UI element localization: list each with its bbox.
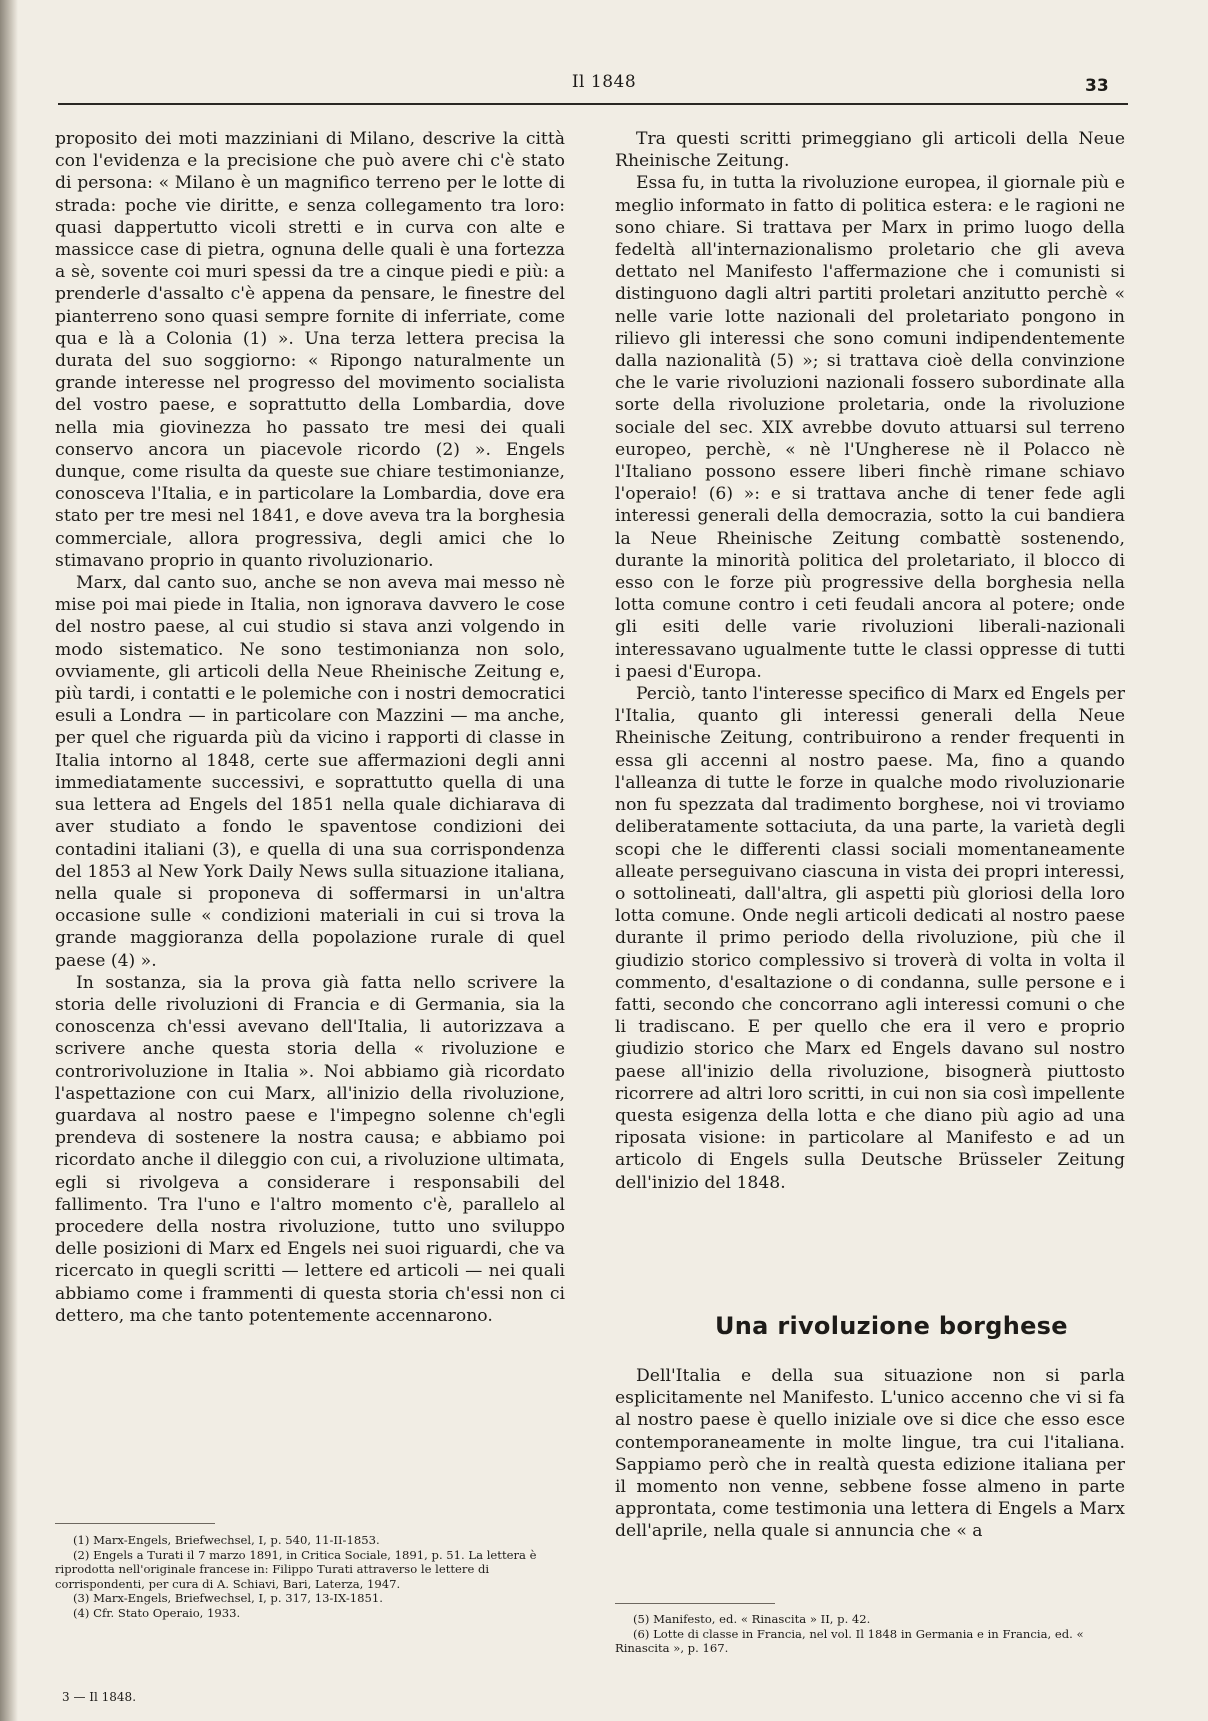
left-paragraph-1: proposito dei moti mazziniani di Milano, descrive la città con l'evidenza e la precisione che può avere chi c'è stato di persona: « Milano è un magnifico terreno per le lotte di strada: poche vie diritte, e senza collegamento tra loro: quasi dappertutto vicoli stretti e in curva con alte e massicce case di pietra, ognuna delle quali è una fortezza a sè, sovente coi muri spessi da tre a cinque piedi e più: a prenderle d'assalto c'è appena da pensare, le finestre del pianterreno sono quasi sempre fornite di inferriate, come qua e là a Colonia (1) ». Una terza lettera precisa la durata del suo soggiorno: « Ripongo naturalmente un grande interesse nel progresso del movimento socialista del vostro paese, e soprattutto della Lombardia, dove nella mia giovinezza ho passato tre mesi dei quali conservo ancora un piacevole ricordo (2) ». Engels dunque, come risulta da queste sue chiare testimonianze, conosceva l'Italia, e in particolare la Lombardia, dove era stato per tre mesi nel 1841, e dove aveva tra la borghesia commerciale, allora progressiva, degli amici che lo stimavano proprio in quanto rivoluzionario. <box>55 129 565 571</box>
right-paragraph-3: Perciò, tanto l'interesse specifico di Marx ed Engels per l'Italia, quanto gli interessi generali della Neue Rheinische Zeitung, contribuirono a render frequenti in essa gli accenni al nostro paese. Ma, fino a quando l'alleanza di tutte le forze in qualche modo rivoluzionarie non fu spezzata dal tradimento borghese, noi vi troviamo deliberatamente sottaciuta, da una parte, la varietà degli scopi che le differenti classi sociali momentaneamente alleate perseguivano ciascuna in vista dei propri interessi, o sottolineati, dall'altra, gli aspetti più gloriosi della loro lotta comune. Onde negli articoli dedicati al nostro paese durante il primo periodo della rivoluzione, più che il giudizio storico complessivo si troverà di volta in volta il commento, d'esaltazione o di condanna, sulle persone e i fatti, secondo che concorrano agli interessi comuni o che li tradiscano. E per quello che era il vero e proprio giudizio storico che Marx ed Engels davano sul nostro paese all'inizio della rivoluzione, bisognerà piuttosto ricorrere ad altri loro scritti, in cui non sia così impellente questa esigenza della lotta e che diano più agio ad una riposata visione: in particolare al Manifesto e ad un articolo di Engels sulla Deutsche Brüsseler Zeitung dell'inizio del 1848. <box>615 684 1125 1193</box>
right-footnotes <box>615 1612 1125 1656</box>
footnote-4: (4) Cfr. Stato Operaio, 1933. <box>73 1605 241 1620</box>
left-footnote-rule <box>55 1523 215 1524</box>
right-paragraph-1: Tra questi scritti primeggiano gli articoli della Neue Rheinische Zeitung. <box>615 129 1125 172</box>
right-paragraph-2: Essa fu, in tutta la rivoluzione europea, il giornale più e meglio informato in fatto di politica estera: e le ragioni ne sono chiare. Si trattava per Marx in primo luogo della fedeltà all'internazionalismo proletario che gli aveva dettato nel Manifesto l'affermazione che i comunisti si distinguono dagli altri partiti proletari anzitutto perchè « nelle varie lotte nazionali del proletariato pongono in rilievo gli interessi che sono comuni indipendentemente dalla nazionalità (5) »; si trattava cioè della convinzione che le varie rivoluzioni nazionali fossero subordinate alla sorte della rivoluzione proletaria, onde la rivoluzione sociale del sec. XIX avrebbe dovuto attuarsi sul terreno europeo, perchè, « nè l'Ungherese nè il Polacco nè l'Italiano possono essere liberi finchè rimane schiavo l'operaio! (6) »: e si trattava anche di tener fede agli interessi generali della democrazia, sotto la cui bandiera la Neue Rheinische Zeitung combattè sostenendo, durante la minorità politica del proletariato, il blocco di esso con le forze più progressive della borghesia nella lotta comune contro i ceti feudali ancora al potere; onde gli esiti delle varie rivoluzioni liberali-nazionali interessavano ugualmente tutte le classi oppresse di tutti i paesi d'Europa. <box>615 173 1125 682</box>
footnote-5: (5) Manifesto, ed. « Rinascita » II, p. 42. <box>633 1612 871 1626</box>
footnote-2: (2) Engels a Turati il 7 marzo 1891, in Critica Sociale, 1891, p. 51. La lettera è riprodotta nell'originale francese in: Filippo Turati attraverso le lettere di corrispondenti, per cura di A. Schiavi, Bari, Laterza, 1947. <box>55 1547 537 1591</box>
right-footnote-rule <box>615 1603 775 1604</box>
left-column <box>55 128 565 1327</box>
page-number: 33 <box>1085 76 1109 96</box>
footnote-3: (3) Marx-Engels, Briefwechsel, I, p. 317, 13-IX-1851. <box>73 1591 383 1605</box>
left-footnotes <box>55 1533 565 1620</box>
header-rule <box>58 103 1128 105</box>
right-column <box>615 128 1125 1194</box>
section-paragraph-1: Dell'Italia e della sua situazione non si parla esplicitamente nel Manifesto. L'unico accenno che vi si fa al nostro paese è quello iniziale ove si dice che esso esce contemporaneamente in molte lingue, tra cui l'italiana. Sappiamo però che in realtà questa edizione italiana per il momento non venne, sebbene fosse almeno in parte approntata, come testimonia una lettera di Engels a Marx dell'aprile, nella quale si annuncia che « a <box>615 1366 1125 1542</box>
right-section-body <box>615 1365 1125 1543</box>
footnote-6: (6) Lotte di classe in Francia, nel vol. Il 1848 in Germania e in Francia, ed. « Rinascita », p. 167. <box>615 1626 1084 1655</box>
left-paragraph-3: In sostanza, sia la prova già fatta nello scrivere la storia delle rivoluzioni di Francia e di Germania, sia la conoscenza ch'essi avevano dell'Italia, li autorizzava a scrivere anche questa storia della « rivoluzione e controrivoluzione in Italia ». Noi abbiamo già ricordato l'aspettazione con cui Marx, all'inizio della rivoluzione, guardava al nostro paese e l'impegno solenne ch'egli prendeva di sostenere la nostra causa; e abbiamo poi ricordato anche il dileggio con cui, a rivoluzione ultimata, egli si rivolgeva a considerare i responsabili del fallimento. Tra l'uno e l'altro momento c'è, parallelo al procedere della nostra rivoluzione, tutto uno sviluppo delle posizioni di Marx ed Engels nei suoi riguardi, che va ricercato in quegli scritti — lettere ed articoli — nei quali abbiamo come i frammenti di questa storia ch'essi non ci dettero, ma che tanto potentemente accennarono. <box>55 972 565 1326</box>
running-head: Il 1848 <box>571 72 637 92</box>
footnote-1: (1) Marx-Engels, Briefwechsel, I, p. 540, 11-II-1853. <box>73 1533 380 1547</box>
signature-mark: 3 — Il 1848. <box>62 1690 137 1704</box>
page-edge-shadow <box>0 0 18 1721</box>
section-title: Una rivoluzione borghese <box>715 1312 1068 1340</box>
left-paragraph-2: Marx, dal canto suo, anche se non aveva mai messo nè mise poi mai piede in Italia, non ignorava davvero le cose del nostro paese, al cui studio si stava anzi volgendo in modo sistematico. Ne sono testimonianza non solo, ovviamente, gli articoli della Neue Rheinische Zeitung e, più tardi, i contatti e le polemiche con i nostri democratici esuli a Londra — in particolare con Mazzini — ma anche, per quel che riguarda più da vicino i rapporti di classe in Italia intorno al 1848, certe sue affermazioni degli anni immediatamente successivi, e soprattutto quella di una sua lettera ad Engels del 1851 nella quale dichiarava di aver studiato a fondo le spaventose condizioni dei contadini italiani (3), e quella di una sua corrispondenza del 1853 al New York Daily News sulla situazione italiana, nella quale si proponeva di soffermarsi in un'altra occasione sulle « condizioni materiali in cui si trova la grande maggioranza della popolazione rurale di quel paese (4) ». <box>55 573 565 971</box>
